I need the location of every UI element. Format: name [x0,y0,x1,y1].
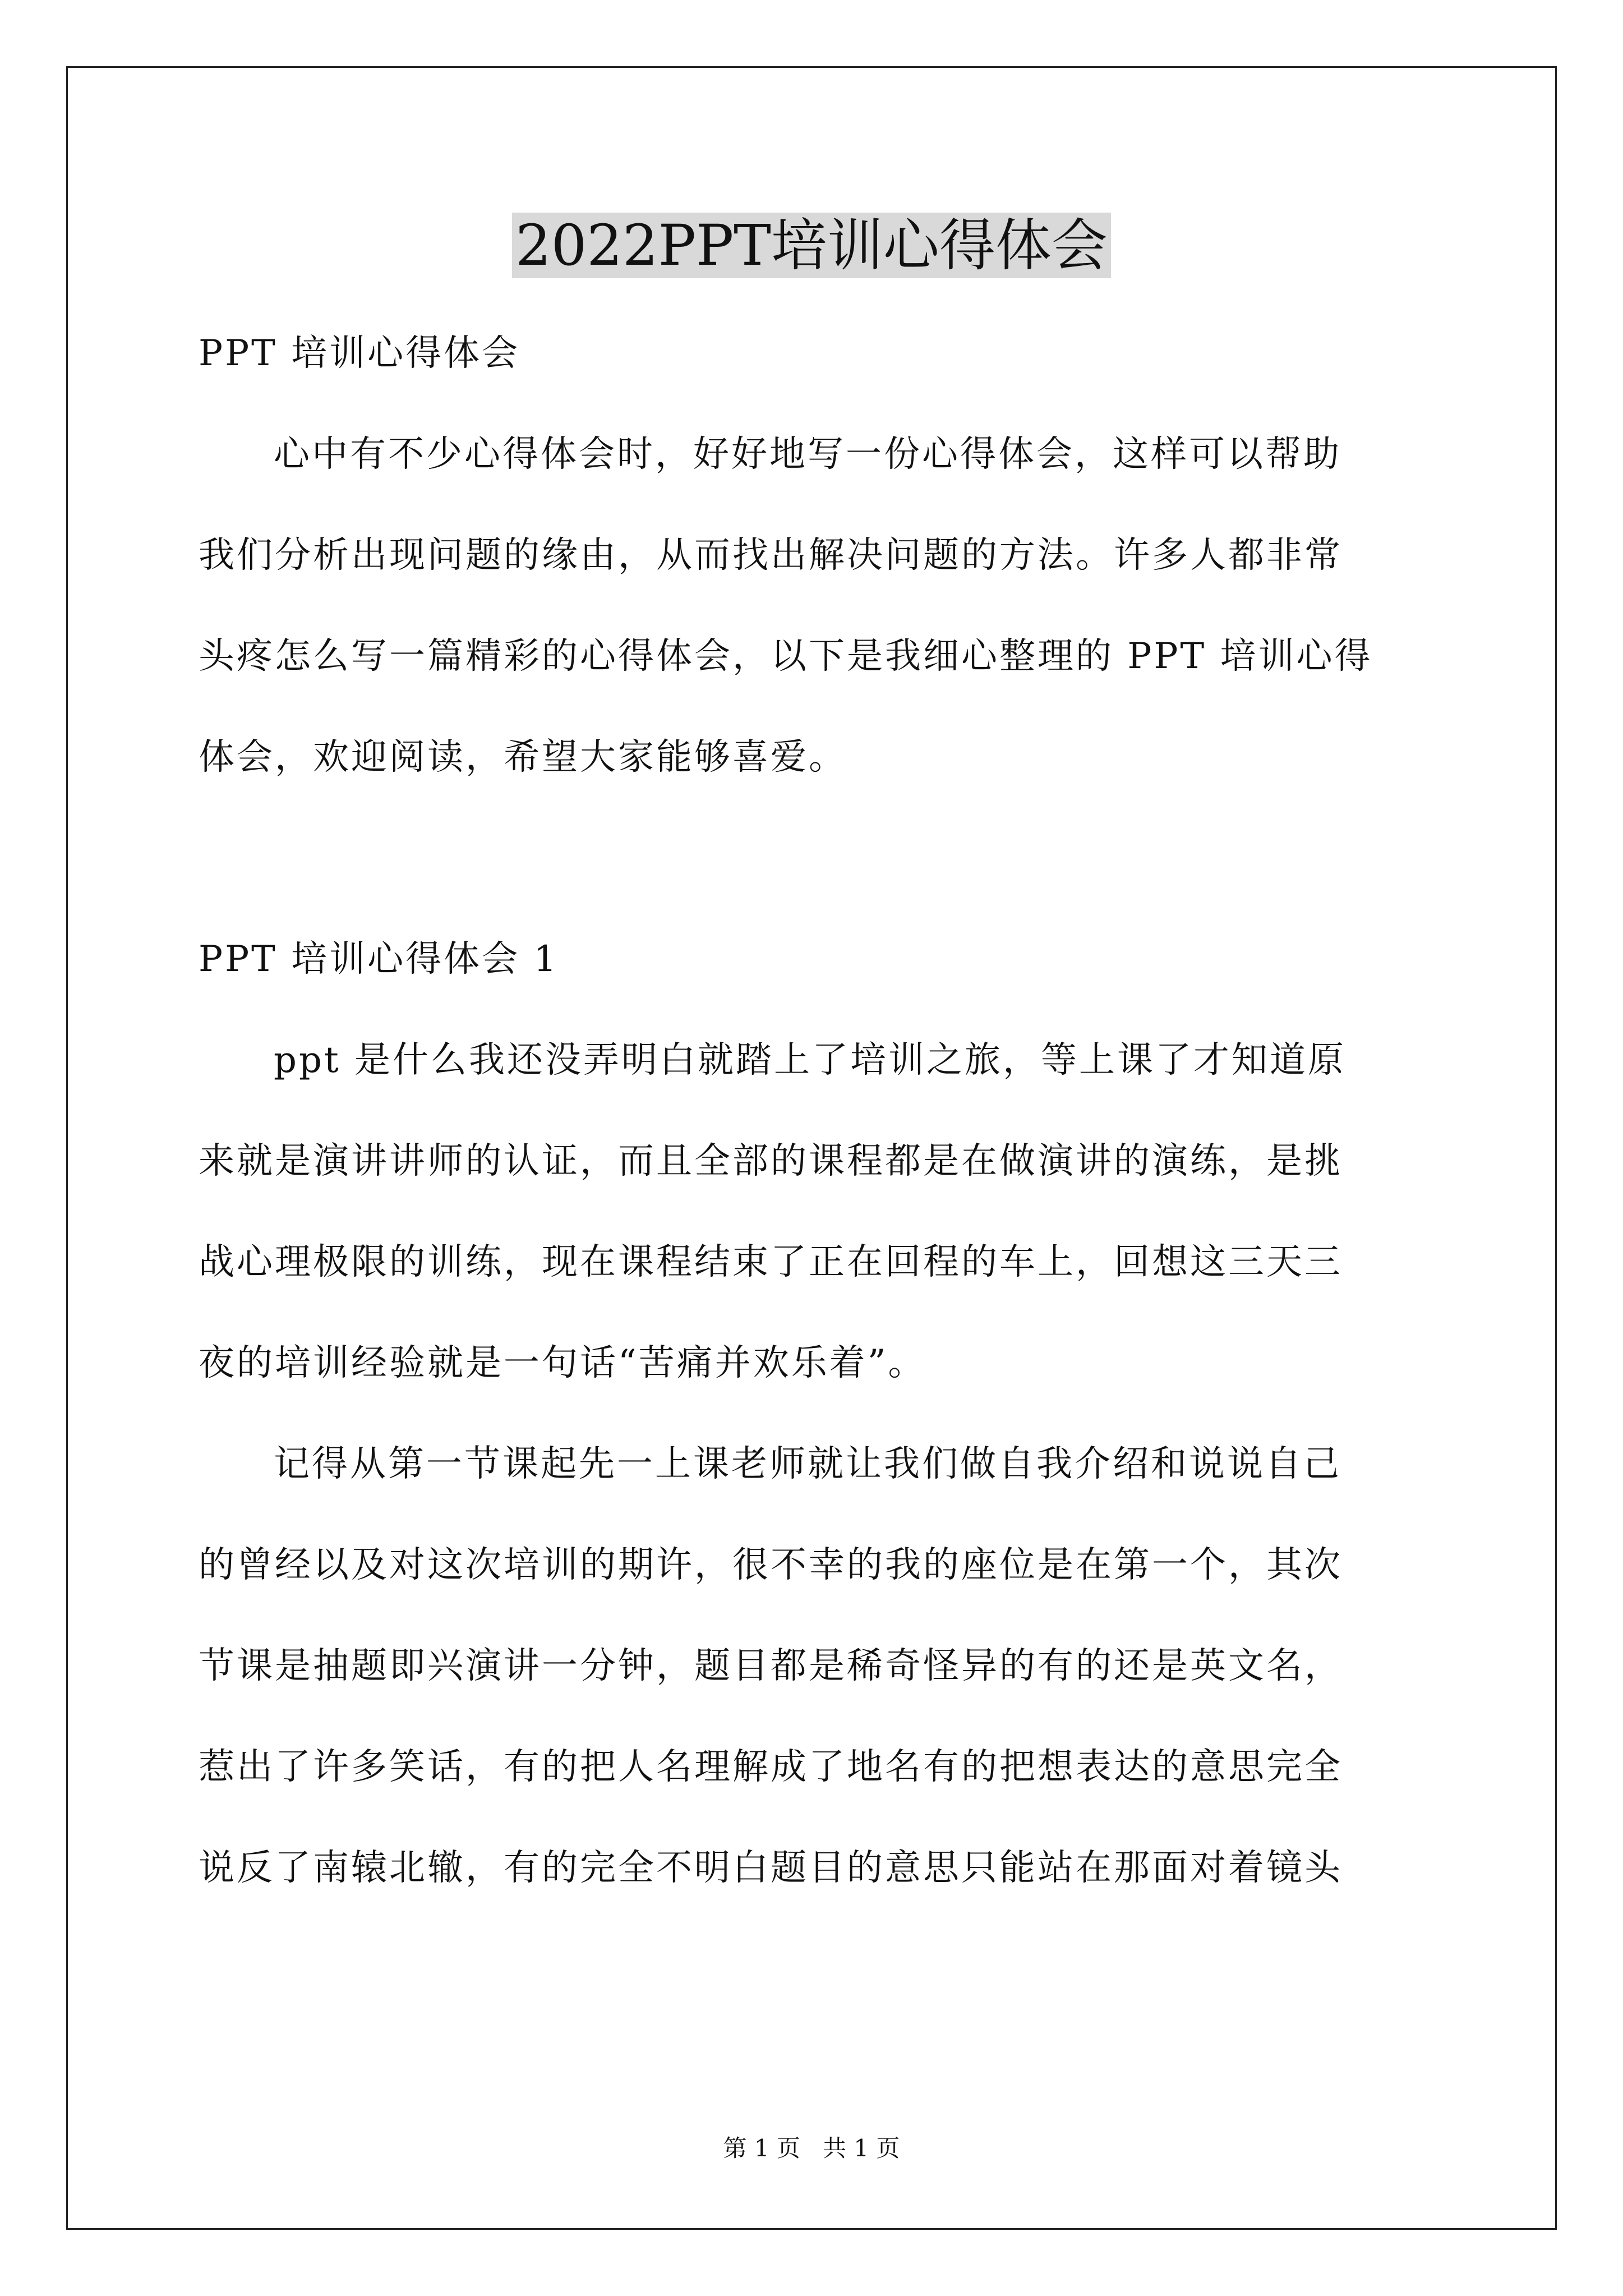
paragraph1-line-4: 夜的培训经验就是一句话“苦痛并欢乐着”。 [199,1342,926,1384]
page-total: 共 1 页 [823,2134,900,2162]
document-title-text: 2022PPT培训心得体会 [512,213,1111,278]
page-number: 第 1 页 [723,2134,800,2162]
intro-line-1: 心中有不少心得体会时，好好地写一份心得体会，这样可以帮助 [274,434,1341,475]
section-heading: PPT 培训心得体会 1 [199,938,559,980]
paragraph2-line-3: 节课是抽题即兴演讲一分钟，题目都是稀奇怪异的有的还是英文名， [199,1645,1343,1687]
intro-line-3: 头疼怎么写一篇精彩的心得体会，以下是我细心整理的 PPT 培训心得 [199,636,1373,677]
document-body [199,303,1432,1918]
paragraph1-line-1: ppt 是什么我还没弄明白就踏上了培训之旅，等上课了才知道原 [274,1039,1346,1081]
paragraph2-line-4: 惹出了许多笑话，有的把人名理解成了地名有的把想表达的意思完全 [199,1746,1343,1788]
paragraph2-line-5: 说反了南辕北辙，有的完全不明白题目的意思只能站在那面对着镜头 [199,1847,1343,1889]
paragraph2-line-2: 的曾经以及对这次培训的期许，很不幸的我的座位是在第一个，其次 [199,1544,1343,1586]
intro-line-4: 体会，欢迎阅读，希望大家能够喜爱。 [199,737,847,778]
paragraph1-line-2: 来就是演讲讲师的认证，而且全部的课程都是在做演讲的演练，是挑 [199,1140,1343,1182]
subtitle: PPT 培训心得体会 [199,333,520,374]
document-title [0,206,1623,285]
paragraph2-line-1: 记得从第一节课起先一上课老师就让我们做自我介绍和说说自己 [274,1443,1341,1485]
paragraph1-line-3: 战心理极限的训练，现在课程结束了正在回程的车上，回想这三天三 [199,1241,1343,1283]
section-spacer [199,808,1432,909]
page-footer [0,2132,1623,2165]
intro-line-2: 我们分析出现问题的缘由，从而找出解决问题的方法。许多人都非常 [199,535,1343,576]
